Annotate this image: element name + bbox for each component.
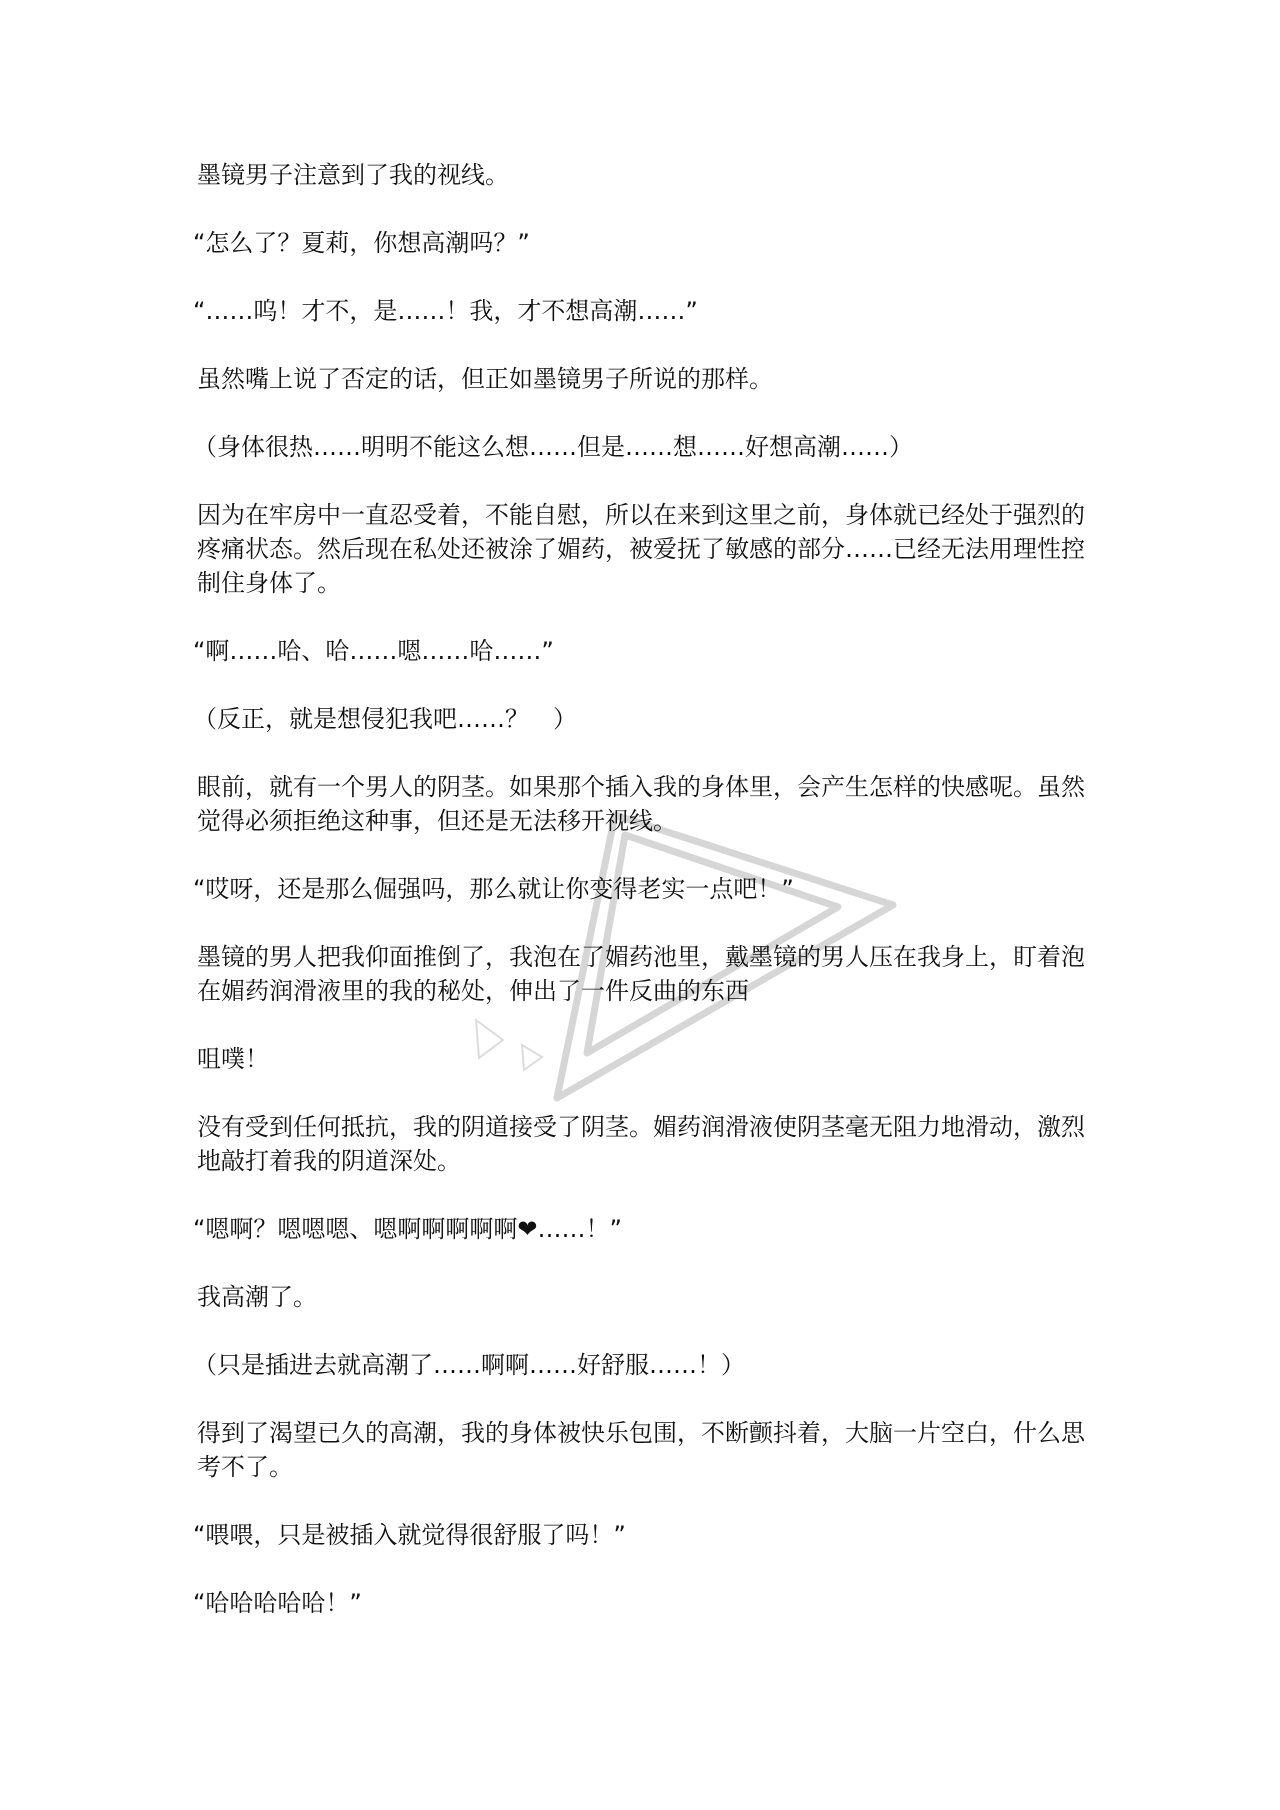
paragraph: 墨镜的男人把我仰面推倒了，我泡在了媚药池里，戴墨镜的男人压在我身上，盯着泡在媚药润滑液里的我的秘处，伸出了一件反曲的东西 [197,943,1085,1005]
paragraph: 墨镜男子注意到了我的视线。 [197,161,509,189]
inner-thought: （身体很热……明明不能这么想……但是……想……好想高潮……） [193,433,913,461]
inner-thought: （反正，就是想侵犯我吧……？ ） [193,705,577,733]
dialogue: “嗯啊？嗯嗯嗯、嗯啊啊啊啊啊❤……！” [193,1215,622,1243]
dialogue: “怎么了？夏莉，你想高潮吗？” [193,229,530,257]
paragraph: 眼前，就有一个男人的阴茎。如果那个插入我的身体里，会产生怎样的快感呢。虽然觉得必须拒绝这种事，但还是无法移开视线。 [197,773,1085,835]
paragraph: 咀噗！ [197,1045,269,1073]
paragraph: 我高潮了。 [197,1283,317,1311]
dialogue: “哎呀，还是那么倔强吗，那么就让你变得老实一点吧！” [193,875,794,903]
paragraph: 因为在牢房中一直忍受着，不能自慰，所以在来到这里之前，身体就已经处于强烈的疼痛状态。然后现在私处还被涂了媚药，被爱抚了敏感的部分……已经无法用理性控制住身体了。 [197,501,1085,597]
dialogue: “啊……哈、哈……嗯……哈……” [193,637,554,665]
document-page [193,158,1102,1654]
dialogue: “哈哈哈哈哈！” [193,1589,362,1617]
dialogue: “……呜！才不，是……！我，才不想高潮……” [193,297,698,325]
paragraph: 没有受到任何抵抗，我的阴道接受了阴茎。媚药润滑液使阴茎毫无阻力地滑动，激烈地敲打着我的阴道深处。 [197,1113,1085,1175]
paragraph: 得到了渴望已久的高潮，我的身体被快乐包围，不断颤抖着，大脑一片空白，什么思考不了。 [197,1419,1085,1481]
dialogue: “喂喂，只是被插入就觉得很舒服了吗！” [193,1521,626,1549]
inner-thought: （只是插进去就高潮了……啊啊……好舒服……！） [193,1351,745,1379]
paragraph: 虽然嘴上说了否定的话，但正如墨镜男子所说的那样。 [197,365,773,393]
